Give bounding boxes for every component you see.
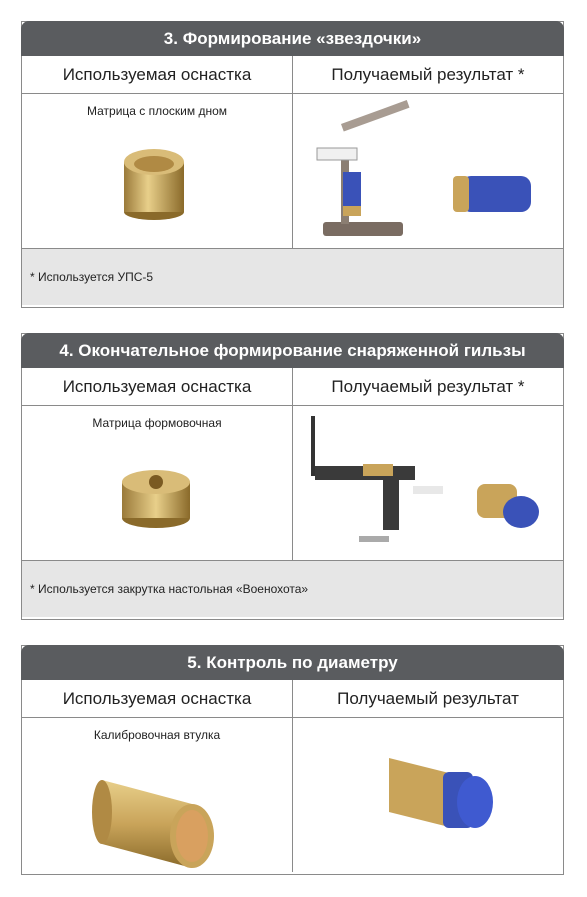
tool-cell [22, 718, 293, 872]
column-header-result: Получаемый результат * [331, 64, 525, 84]
result-cell [293, 406, 563, 560]
column-header-tooling: Используемая оснастка [22, 368, 293, 405]
column-headers [22, 680, 563, 718]
section-star-forming [21, 21, 564, 308]
section-title: 4. Окончательное формирование снаряженной гильзы [21, 333, 564, 368]
column-header-tooling: Используемая оснастка [22, 56, 293, 93]
section-final-forming [21, 333, 564, 620]
content-row [22, 94, 563, 249]
column-header-tooling: Используемая оснастка [22, 680, 293, 717]
column-header-result: Получаемый результат * [331, 376, 525, 396]
ups5-press-and-shell-image [293, 94, 563, 248]
section-title: 3. Формирование «звездочки» [21, 21, 564, 56]
content-row [22, 406, 563, 561]
section-diameter-control [21, 645, 564, 875]
result-cell [293, 718, 563, 872]
tool-label: Матрица с плоским дном [86, 104, 228, 118]
result-cell [293, 94, 563, 248]
tool-cell [22, 94, 293, 248]
forming-die-image [22, 406, 292, 560]
column-headers [22, 56, 563, 94]
footnote: * Используется УПС-5 [22, 249, 563, 305]
content-row [22, 718, 563, 872]
shell-in-sleeve-image [293, 718, 563, 872]
crimping-tool-and-shell-image [293, 406, 563, 560]
column-headers [22, 368, 563, 406]
flat-bottom-die-image [22, 94, 292, 248]
column-header-result: Получаемый результат [337, 688, 519, 708]
tool-label: Калибровочная втулка [93, 728, 221, 742]
tool-cell [22, 406, 293, 560]
tool-label: Матрица формовочная [92, 416, 222, 430]
section-title: 5. Контроль по диаметру [21, 645, 564, 680]
footnote: * Используется закрутка настольная «Военохота» [22, 561, 563, 617]
calibration-sleeve-image [22, 718, 292, 872]
